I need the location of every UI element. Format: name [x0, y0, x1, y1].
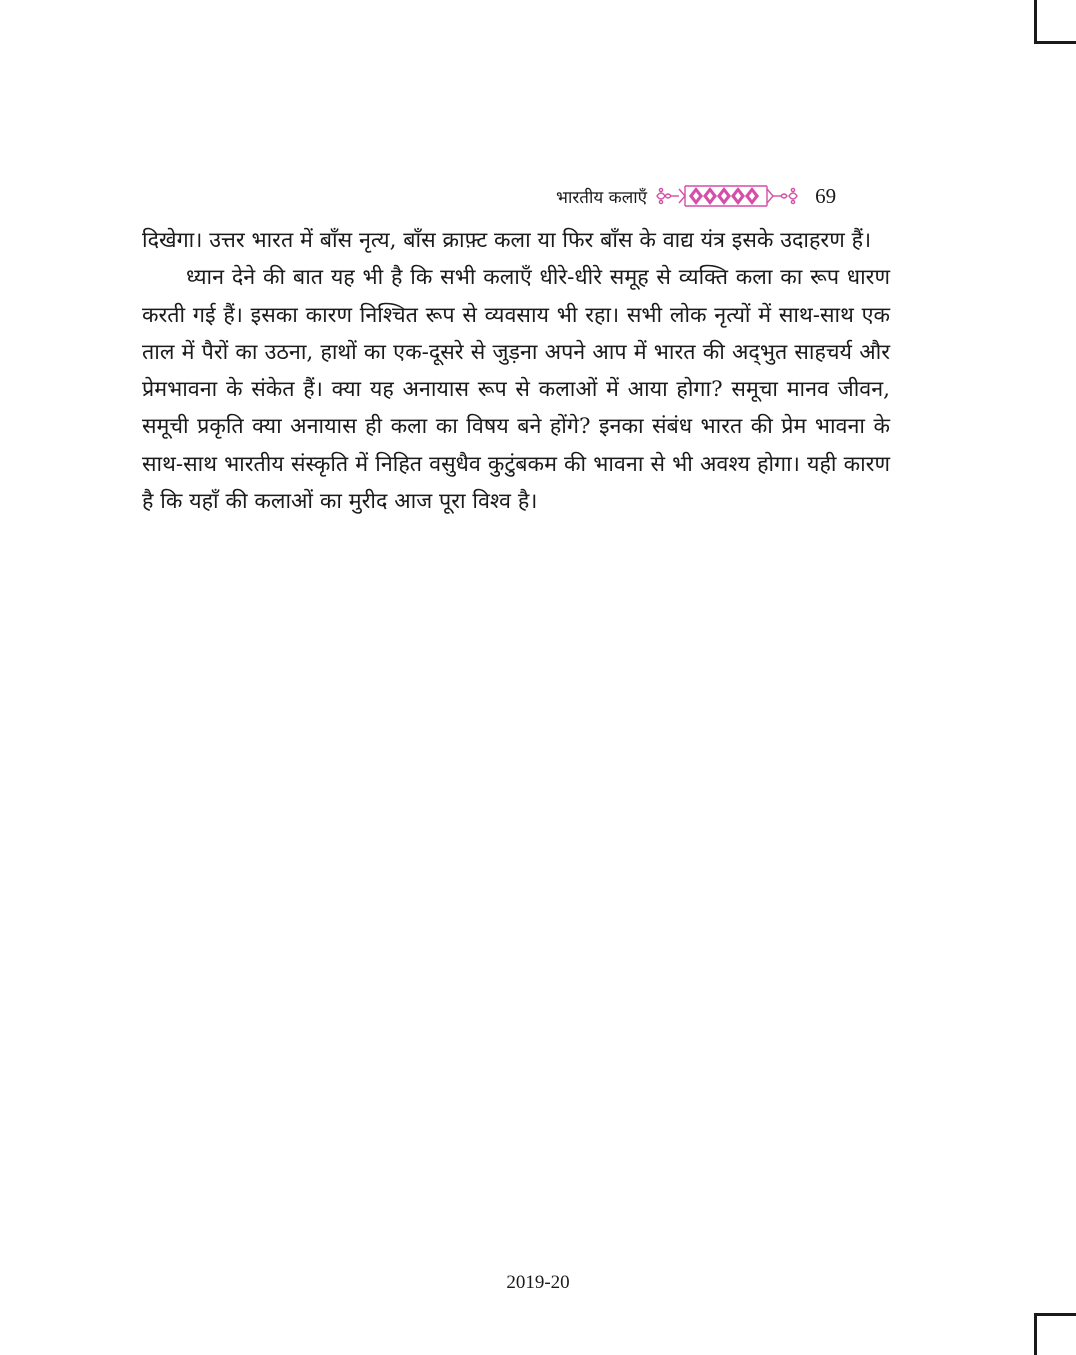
page-number: 69 — [815, 183, 837, 208]
crop-mark-bottom-horizontal — [1034, 1313, 1076, 1316]
running-title: भारतीय कलाएँ — [556, 187, 648, 208]
crop-mark-top-vertical — [1034, 0, 1037, 44]
running-header — [556, 180, 890, 212]
crop-mark-bottom-vertical — [1034, 1313, 1037, 1355]
decorative-ornament-icon — [655, 181, 801, 211]
footer-year: 2019-20 — [506, 1272, 570, 1293]
paragraph-main: ध्यान देने की बात यह भी है कि सभी कलाएँ धीरे-धीरे समूह से व्यक्ति कला का रूप धारण करती गई हैं। इसका कारण निश्चित रूप से व्यवसाय भी रहा। सभी लोक नृत्यों में साथ-साथ एक ताल में पैरों का उठना, हाथों का एक-दूसरे से जुड़ना अपने आप में भारत की अद्‌भुत साहचर्य और प्रेमभावना के संकेत हैं। क्या यह अनायास रूप से कलाओं में आया होगा? समूचा मानव जीवन, समूची प्रकृति क्या अनायास ही कला का विषय बने होंगे? इनका संबंध भारत की प्रेम भावना के साथ-साथ भारतीय संस्कृति में निहित वसुधैव कुटुंबकम की भावना से भी अवश्य होगा। यही कारण है कि यहाँ की कलाओं का मुरीद आज पूरा विश्व है। — [142, 265, 890, 515]
body-text — [142, 222, 890, 520]
paragraph-continued: दिखेगा। उत्तर भारत में बाँस नृत्य, बाँस क्राफ़्ट कला या फिर बाँस के वाद्य यंत्र इसके उदाहरण हैं। — [142, 228, 872, 253]
crop-mark-top-horizontal — [1034, 41, 1076, 44]
